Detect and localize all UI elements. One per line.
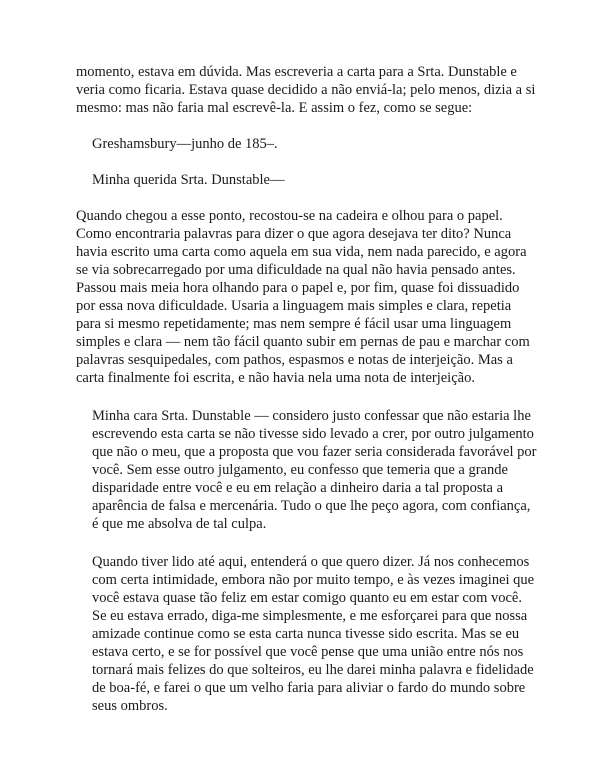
document-page [76, 63, 536, 715]
letter-dateline: Greshamsbury—junho de 185–. [92, 136, 278, 152]
letter-paragraph: Quando tiver lido até aqui, entenderá o que quero dizer. Já nos conhecemos com certa intimidade, embora não por muito tempo, e às vezes imaginei que você estava quase tão feliz em estar comigo quanto eu em estar com você. Se eu estava errado, diga-me simplesmente, e me esforçarei para que nossa amizade continue como se esta carta nunca tivesse sido escrita. Mas se eu estava certo, e se for possível que você pense que uma união entre nós nos tornará mais felizes do que solteiros, eu lhe darei minha palavra e fidelidade de boa-fé, e farei o que um velho faria para aliviar o fardo do mundo sobre seus ombros. [92, 554, 535, 714]
body-paragraph: Quando chegou a esse ponto, recostou-se na cadeira e olhou para o papel. Como encontraria palavras para dizer o que agora desejava ter dito? Nunca havia escrito uma carta como aquela em sua vida, nem nada parecido, e agora se via sobrecarregado por uma dificuldade na qual não havia pensado antes. Passou mais meia hora olhando para o papel e, por fim, quase foi dissuadido por essa nova dificuldade. Usaria a linguagem mais simples e clara, repetia para si mesmo repetidamente; mas nem sempre é fácil usar uma linguagem simples e clara — nem tão fácil quanto subir em pernas de pau e marchar com palavras sesquipedales, com pathos, espasmos e notas de interjeição. Mas a carta finalmente foi escrita, e não havia nela uma nota de interjeição. [76, 208, 530, 386]
letter-salutation: Minha querida Srta. Dunstable— [92, 172, 285, 188]
body-paragraph: momento, estava em dúvida. Mas escreveria a carta para a Srta. Dunstable e veria como ficaria. Estava quase decidido a não enviá-la; pelo menos, dizia a si mesmo: mas não faria mal escrevê-la. E assim o fez, como se segue: [76, 64, 536, 116]
letter-paragraph: Minha cara Srta. Dunstable — considero justo confessar que não estaria lhe escrevendo esta carta se não tivesse sido levado a crer, por outro julgamento que não o meu, que a proposta que vou fazer seria considerada favorável por você. Sem esse outro julgamento, eu confesso que temeria que a grande disparidade entre você e eu em relação a dinheiro daria a tal proposta a aparência de falsa e mercenária. Tudo o que lhe peço agora, com confiança, é que me absolva de tal culpa. [92, 408, 537, 532]
